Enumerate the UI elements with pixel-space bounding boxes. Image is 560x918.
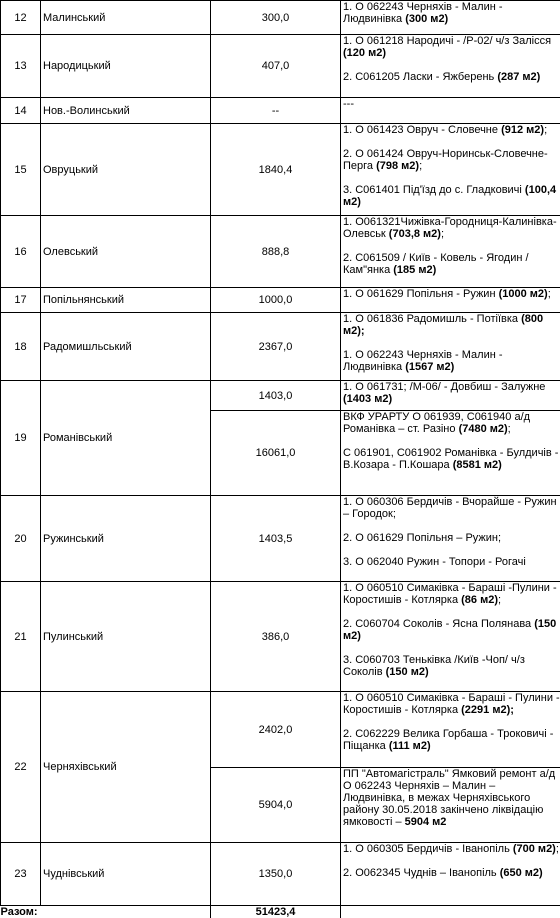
area-amount: (8581 м2): [453, 459, 502, 471]
description-text: 1. О 061423 Овруч - Словечне: [343, 124, 501, 136]
area-value: 386,0: [211, 582, 341, 692]
district-name: Ружинський: [41, 496, 211, 582]
description-line: [343, 35, 560, 59]
area-amount: (798 м2): [376, 160, 419, 172]
road-description: [341, 124, 560, 216]
description-line: [343, 618, 560, 642]
table-row: [1, 1, 560, 35]
description-suffix: ;: [441, 228, 444, 240]
description-line: [343, 447, 560, 471]
description-line: [343, 184, 560, 208]
area-value: 2402,0: [211, 692, 341, 768]
description-line: [343, 556, 560, 568]
area-amount: (100,4 м2): [343, 184, 556, 208]
description-text: ---: [343, 98, 354, 110]
description-line: [343, 843, 560, 855]
description-text: С 061901, С061902 Романівка - Булдичів - В.Козара - П.Кошара: [343, 447, 558, 471]
district-name: Радомишльський: [41, 313, 211, 381]
description-suffix: ;: [508, 423, 511, 435]
area-value: 1403,5: [211, 496, 341, 582]
area-amount: (86 м2): [461, 594, 498, 606]
description-line: [343, 582, 560, 606]
description-suffix: ;: [419, 160, 422, 172]
row-number: 12: [1, 1, 41, 35]
description-line: [343, 692, 560, 716]
row-number: 19: [1, 381, 41, 496]
description-line: [343, 867, 560, 879]
description-line: [343, 349, 560, 373]
road-description: [341, 98, 560, 124]
area-amount: (7480 м2): [459, 423, 508, 435]
description-text: 2. О 061424 Овруч-Норинськ-Словечне-Перга: [343, 148, 548, 172]
description-line: [343, 496, 560, 520]
row-number: 22: [1, 692, 41, 843]
table-row: [1, 216, 560, 288]
area-value: 1403,0: [211, 381, 341, 411]
description-text: 2. С061509 / Київ - Ковель - Ягодин / Кам"янка: [343, 252, 529, 276]
area-amount: 5904 м2: [405, 816, 447, 828]
description-suffix: ;: [548, 288, 551, 300]
area-amount: (912 м2): [501, 124, 544, 136]
row-number: 20: [1, 496, 41, 582]
road-description: [341, 381, 560, 411]
district-name: Нов.-Волинський: [41, 98, 211, 124]
description-line: [343, 71, 560, 83]
description-suffix: ;: [544, 124, 547, 136]
district-name: Романівський: [41, 381, 211, 496]
description-text: 1. О 060306 Бердичів - Вчорайше - Ружин – Городок;: [343, 496, 557, 520]
description-suffix: ;: [498, 594, 501, 606]
total-row: [1, 906, 560, 918]
area-amount: (150 м2): [386, 666, 429, 678]
area-amount: (185 м2): [393, 264, 436, 276]
area-value: 2367,0: [211, 313, 341, 381]
area-amount: (703,8 м2): [389, 228, 441, 240]
table-row: [1, 124, 560, 216]
area-amount: (1403 м2): [343, 393, 392, 405]
description-line: [343, 532, 560, 544]
description-text: 2. О 061629 Попільня – Ружин;: [343, 532, 501, 544]
district-name: Пулинський: [41, 582, 211, 692]
total-value: 51423,4: [211, 906, 341, 918]
area-value: 1840,4: [211, 124, 341, 216]
description-line: [343, 288, 560, 300]
table-row: [1, 582, 560, 692]
description-text: 2. О062345 Чуднів – Іванопіль: [343, 867, 500, 879]
description-line: [343, 98, 560, 110]
area-amount: (287 м2): [497, 71, 540, 83]
district-name: Народицький: [41, 35, 211, 98]
description-text: 1. О 061218 Народичі - /Р-02/ ч/з Залісся: [343, 35, 551, 47]
district-name: Попільнянський: [41, 288, 211, 313]
description-text: 1. О061321Чижівка-Городниця-Калинівка-Олевськ: [343, 216, 557, 240]
road-description: [341, 843, 560, 906]
row-number: 17: [1, 288, 41, 313]
description-suffix: ;: [556, 843, 559, 855]
row-number: 14: [1, 98, 41, 124]
district-name: Овруцький: [41, 124, 211, 216]
table-row: [1, 313, 560, 381]
table-row: [1, 843, 560, 906]
area-value: 5904,0: [211, 768, 341, 843]
area-value: 1350,0: [211, 843, 341, 906]
road-description: [341, 35, 560, 98]
description-line: [343, 252, 560, 276]
road-description: [341, 288, 560, 313]
total-label: Разом:: [1, 906, 211, 918]
description-line: [343, 768, 560, 828]
description-line: [343, 216, 560, 240]
road-description: [341, 768, 560, 843]
total-empty: [341, 906, 560, 918]
row-number: 21: [1, 582, 41, 692]
area-value: 300,0: [211, 1, 341, 35]
area-value: --: [211, 98, 341, 124]
area-amount: (111 м2): [389, 740, 431, 752]
description-line: [343, 1, 560, 25]
description-text: 2. С062229 Велика Горбаша - Троковичі - Піщанка: [343, 728, 553, 752]
description-line: [343, 381, 560, 405]
table-row: [1, 496, 560, 582]
row-number: 16: [1, 216, 41, 288]
row-number: 23: [1, 843, 41, 906]
road-description: [341, 692, 560, 768]
table-row: [1, 98, 560, 124]
area-amount: (1000 м2): [499, 288, 548, 300]
area-value: 407,0: [211, 35, 341, 98]
description-line: [343, 124, 560, 136]
area-amount: (700 м2): [513, 843, 556, 855]
description-text: 3. С061401 Під'їзд до с. Гладковичі: [343, 184, 525, 196]
district-name: Чуднівський: [41, 843, 211, 906]
description-text: ВКФ УРАРТУ О 061939, С061940 а/д Романівка – ст. Разіно: [343, 411, 530, 435]
description-text: 1. О 062243 Черняхів - Малин - Людвинівка: [343, 1, 503, 25]
description-line: [343, 728, 560, 752]
table-row: [1, 288, 560, 313]
road-description: [341, 1, 560, 35]
table-row: [1, 692, 560, 768]
description-text: 1. О 061629 Попільня - Ружин: [343, 288, 499, 300]
area-amount: (120 м2): [343, 47, 386, 59]
table-row: [1, 381, 560, 411]
road-description: [341, 216, 560, 288]
description-text: 1. О 060305 Бердичів - Іванопіль: [343, 843, 513, 855]
area-amount: (1567 м2): [405, 361, 454, 373]
description-text: ПП "Автомагістраль" Ямковий ремонт а/д О 062243 Черняхів – Малин – Людвинівка, в межах Черняхівського району 30.05.2018 закінчено ліквідацію ямковості –: [343, 768, 555, 828]
area-amount: (2291 м2);: [461, 704, 514, 716]
area-amount: (650 м2): [500, 867, 543, 879]
description-text: 3. О 062040 Ружин - Топори - Рогачі: [343, 556, 526, 568]
district-name: Олевський: [41, 216, 211, 288]
road-description: [341, 496, 560, 582]
description-text: 1. О 061836 Радомишль - Потіївка: [343, 313, 521, 325]
road-description: [341, 411, 560, 496]
description-line: [343, 148, 560, 172]
area-value: 16061,0: [211, 411, 341, 496]
area-amount: (800 м2);: [343, 313, 543, 337]
area-amount: (300 м2): [405, 13, 448, 25]
district-name: Черняхівський: [41, 692, 211, 843]
road-description: [341, 313, 560, 381]
description-text: 2. С061205 Ласки - Яжберень: [343, 71, 497, 83]
area-value: 1000,0: [211, 288, 341, 313]
description-line: [343, 313, 560, 337]
area-value: 888,8: [211, 216, 341, 288]
row-number: 13: [1, 35, 41, 98]
description-text: 1. О 060510 Симаківка - Бараші - Пулини - Коростишів - Котлярка: [343, 692, 560, 716]
row-number: 18: [1, 313, 41, 381]
description-line: [343, 654, 560, 678]
road-description: [341, 582, 560, 692]
description-text: 1. О 060510 Симаківка - Бараші -Пулини - Коростишів - Котлярка: [343, 582, 557, 606]
description-text: 3. С060703 Теньківка /Київ -Чоп/ ч/з Соколів: [343, 654, 525, 678]
row-number: 15: [1, 124, 41, 216]
table-row: [1, 35, 560, 98]
description-text: 2. С060704 Соколів - Ясна Полянава: [343, 618, 534, 630]
district-name: Малинський: [41, 1, 211, 35]
description-text: 1. О 061731; /М-06/ - Довбиш - Залужне: [343, 381, 545, 393]
description-text: 1. О 062243 Черняхів - Малин - Людвинівка: [343, 349, 503, 373]
area-amount: (150 м2): [343, 618, 556, 642]
description-line: [343, 411, 560, 435]
